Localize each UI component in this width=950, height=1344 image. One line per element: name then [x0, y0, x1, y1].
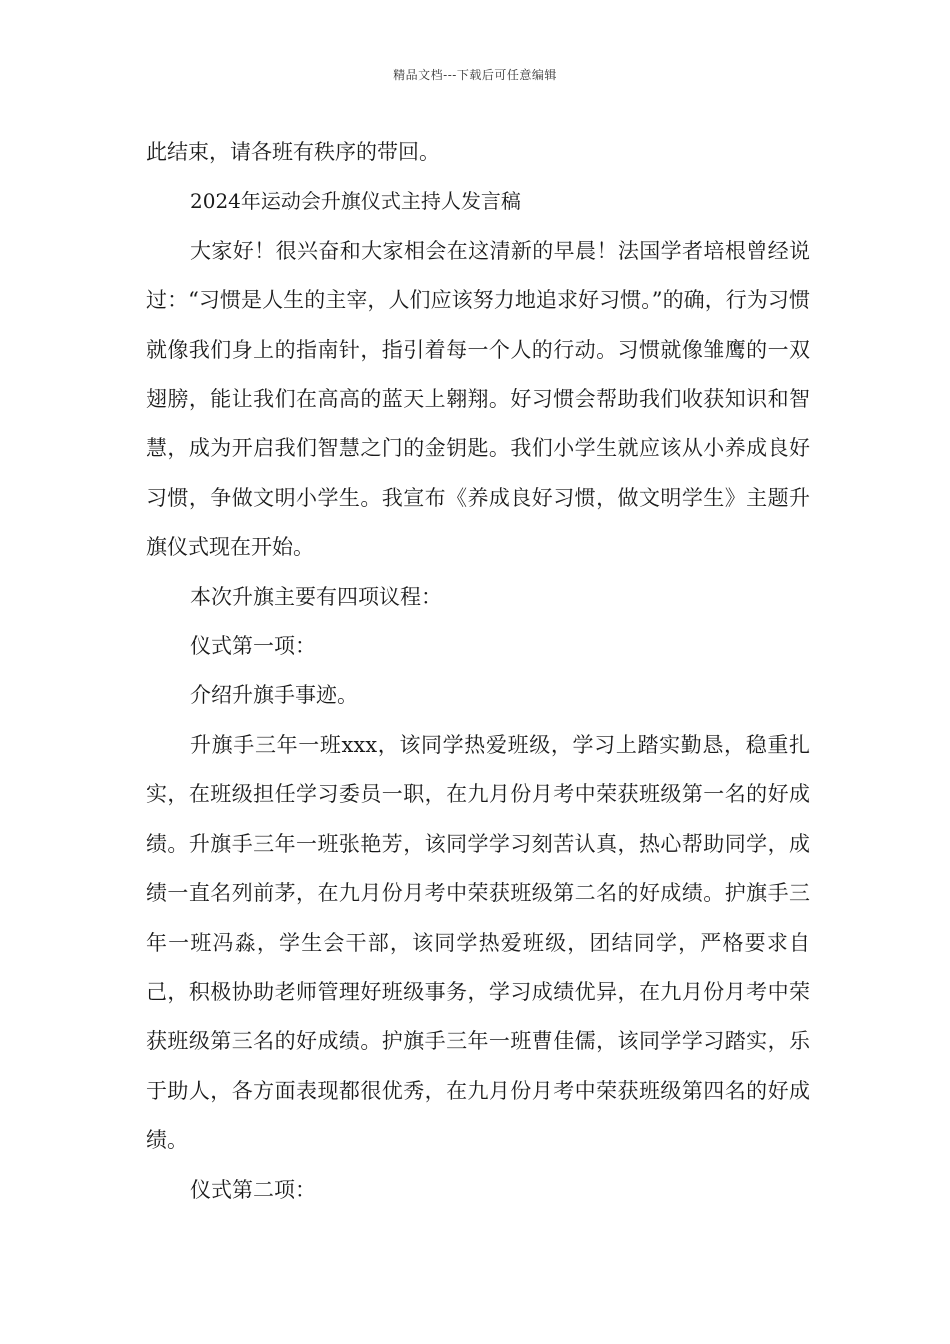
paragraph-agenda: 本次升旗主要有四项议程： — [190, 584, 442, 609]
paragraph-closing: 此结束，请各班有秩序的带回。 — [146, 140, 440, 164]
paragraph-opening: 大家好！很兴奋和大家相会在这清新的早晨！法国学者培根曾经说过：“习惯是人生的主宰，人们应该努力地追求好习惯。”的确，行为习惯就像我们身上的指南针，指引着每一个人的行动。习惯就像雏鹰的一双翅膀，能让我们在高高的蓝天上翱翔。好习惯会帮助我们收获知识和智慧，成为开启我们智慧之门的金钥匙。我们小学生就应该从小养成良好习惯，争做文明小学生。我宣布《养成良好习惯，做文明学生》主题升旗仪式现在开始。 — [146, 238, 810, 560]
paragraph-flag-bearers: 升旗手三年一班xxx，该同学热爱班级，学习上踏实勤恳，稳重扎实，在班级担任学习委员一职，在九月份月考中荣获班级第一名的好成绩。升旗手三年一班张艳芳，该同学学习刻苦认真，热心帮助同学，成绩一直名列前茅，在九月份月考中荣获班级第二名的好成绩。护旗手三年一班冯淼，学生会干部，该同学热爱班级，团结同学，严格要求自己，积极协助老师管理好班级事务，学习成绩优异，在九月份月考中荣获班级第三名的好成绩。护旗手三年一班曹佳儒，该同学学习踏实，乐于助人，各方面表现都很优秀，在九月份月考中荣获班级第四名的好成绩。 — [146, 732, 810, 1153]
paragraph-introduce: 介绍升旗手事迹。 — [190, 683, 358, 708]
speech-title: 2024年运动会升旗仪式主持人发言稿 — [190, 189, 521, 214]
paragraph-item-one: 仪式第一项： — [190, 634, 316, 659]
paragraph-item-two: 仪式第二项： — [190, 1177, 316, 1202]
page-header: 精品文档---下载后可任意编辑 — [393, 68, 557, 82]
document-body — [146, 128, 810, 1215]
